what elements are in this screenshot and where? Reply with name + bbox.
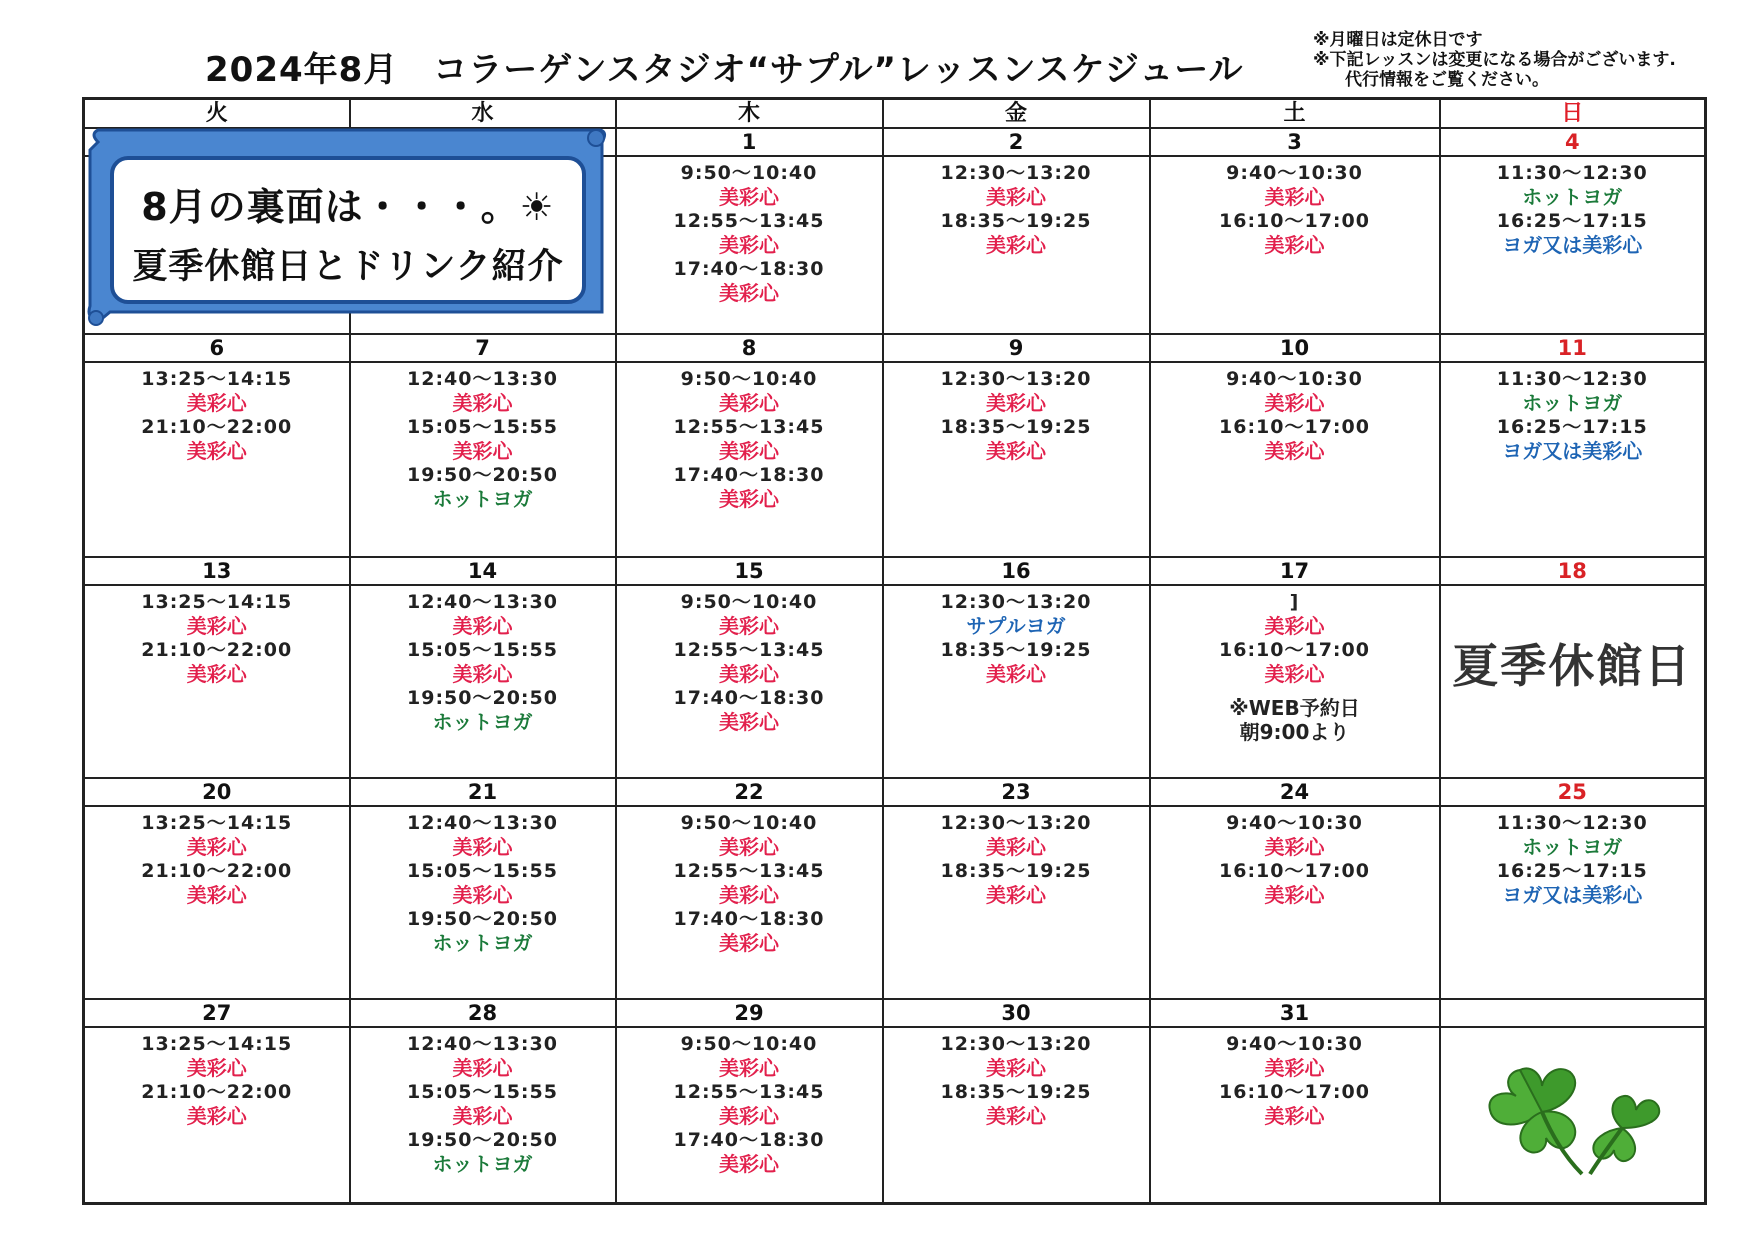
day-number: 21 xyxy=(350,778,616,806)
banner-panel xyxy=(110,156,586,304)
lesson-name: 美彩心 xyxy=(1264,1104,1325,1128)
day-number: 25 xyxy=(1440,778,1706,806)
day-cell xyxy=(616,806,883,999)
day-cell xyxy=(883,156,1150,334)
day-number: 22 xyxy=(616,778,883,806)
day-number: 1 xyxy=(616,128,883,156)
day-cell xyxy=(350,806,616,999)
lesson-time: 15:05〜15:55 xyxy=(407,1081,558,1103)
lesson-time: 9:40〜10:30 xyxy=(1226,812,1363,834)
lesson-name: 美彩心 xyxy=(986,233,1046,257)
lesson-name: ホットヨガ xyxy=(432,710,533,734)
day-number: 2 xyxy=(883,128,1150,156)
day-number: 3 xyxy=(1150,128,1440,156)
lesson-time: 9:50〜10:40 xyxy=(680,812,818,834)
day-cell xyxy=(1150,156,1440,334)
day-number: 20 xyxy=(84,778,350,806)
lesson-time: 19:50〜20:50 xyxy=(407,687,558,709)
day-cell xyxy=(1150,806,1440,999)
lesson-time: 11:30〜12:30 xyxy=(1496,812,1648,834)
lesson-name: 美彩心 xyxy=(986,439,1046,463)
lesson-time: 17:40〜18:30 xyxy=(673,687,825,709)
day-number: 30 xyxy=(883,999,1150,1027)
lesson-time: 9:40〜10:30 xyxy=(1226,368,1363,390)
lesson-time: 15:05〜15:55 xyxy=(407,860,558,882)
lesson-time: 21:10〜22:00 xyxy=(141,860,293,882)
day-cell xyxy=(616,362,883,557)
day-cell xyxy=(1440,585,1706,778)
schedule-row xyxy=(84,585,1706,778)
day-cell xyxy=(883,362,1150,557)
lesson-time: 11:30〜12:30 xyxy=(1496,162,1648,184)
lesson-name: 美彩心 xyxy=(452,1104,513,1128)
lesson-time: 12:55〜13:45 xyxy=(673,210,825,232)
date-number-row xyxy=(84,999,1706,1027)
lesson-name: ホットヨガ xyxy=(1522,391,1623,415)
banner-line-2: 夏季休館日とドリンク紹介 xyxy=(132,247,564,287)
weekday-wed: 水 xyxy=(350,99,616,129)
schedule-row xyxy=(84,806,1706,999)
day-cell xyxy=(1440,1027,1706,1204)
day-number: 18 xyxy=(1440,557,1706,585)
lesson-name: 美彩心 xyxy=(1264,439,1325,463)
lesson-time: 16:25〜17:15 xyxy=(1496,416,1648,438)
lesson-time: 16:25〜17:15 xyxy=(1496,860,1648,882)
day-number: 15 xyxy=(616,557,883,585)
lesson-time: 17:40〜18:30 xyxy=(673,1129,825,1151)
day-cell xyxy=(84,806,350,999)
day-cell xyxy=(84,585,350,778)
day-number xyxy=(1440,999,1706,1027)
lesson-time: 12:40〜13:30 xyxy=(407,812,558,834)
lesson-time: 12:55〜13:45 xyxy=(673,860,825,882)
day-cell xyxy=(616,156,883,334)
lesson-name: ホットヨガ xyxy=(432,487,533,511)
day-number: 9 xyxy=(883,334,1150,362)
weekday-tue: 火 xyxy=(84,99,350,129)
lesson-name: 美彩心 xyxy=(719,835,779,859)
date-number-row xyxy=(84,334,1706,362)
lesson-name: 美彩心 xyxy=(986,185,1046,209)
lesson-name: 美彩心 xyxy=(719,614,779,638)
lesson-name: ホットヨガ xyxy=(432,931,533,955)
lesson-name: 美彩心 xyxy=(186,1056,247,1080)
lesson-time: 17:40〜18:30 xyxy=(673,464,825,486)
weekday-sat: 土 xyxy=(1150,99,1440,129)
lesson-time: 12:30〜13:20 xyxy=(940,368,1092,390)
lesson-name: ホットヨガ xyxy=(1522,185,1623,209)
day-cell xyxy=(350,1027,616,1204)
back-page-banner xyxy=(80,122,610,332)
lesson-name: 美彩心 xyxy=(1264,835,1325,859)
lesson-name: 美彩心 xyxy=(719,662,779,686)
lesson-name: 美彩心 xyxy=(452,439,513,463)
lesson-time: 9:40〜10:30 xyxy=(1226,1033,1363,1055)
lesson-time: 9:50〜10:40 xyxy=(680,1033,818,1055)
schedule-note: ※WEB予約日 xyxy=(1229,696,1360,720)
schedule-row xyxy=(84,362,1706,557)
lesson-time: 13:25〜14:15 xyxy=(141,368,293,390)
lesson-name: 美彩心 xyxy=(452,391,513,415)
lesson-name: サプルヨガ xyxy=(966,614,1066,638)
lesson-time: 12:55〜13:45 xyxy=(673,1081,825,1103)
lesson-name: 美彩心 xyxy=(986,1104,1046,1128)
day-number: 23 xyxy=(883,778,1150,806)
lesson-time: 17:40〜18:30 xyxy=(673,908,825,930)
lesson-name: 美彩心 xyxy=(719,883,779,907)
day-cell xyxy=(350,585,616,778)
lesson-name: 美彩心 xyxy=(186,614,247,638)
day-number: 8 xyxy=(616,334,883,362)
day-cell xyxy=(616,1027,883,1204)
lesson-name: 美彩心 xyxy=(719,1056,779,1080)
lesson-name: ヨガ又は美彩心 xyxy=(1502,439,1643,463)
day-number: 6 xyxy=(84,334,350,362)
date-number-row xyxy=(84,778,1706,806)
notes xyxy=(1313,30,1676,90)
lesson-name: 美彩心 xyxy=(186,439,247,463)
lesson-time: 21:10〜22:00 xyxy=(141,639,293,661)
lesson-time: 12:40〜13:30 xyxy=(407,368,558,390)
lesson-time: ] xyxy=(1289,591,1300,613)
day-cell xyxy=(1150,362,1440,557)
weekday-fri: 金 xyxy=(883,99,1150,129)
lesson-time: 15:05〜15:55 xyxy=(407,416,558,438)
lesson-time: 19:50〜20:50 xyxy=(407,908,558,930)
banner-line-1: 8月の裏面は・・・。☀ xyxy=(141,185,555,229)
day-number: 17 xyxy=(1150,557,1440,585)
lesson-name: 美彩心 xyxy=(719,931,779,955)
lesson-time: 12:30〜13:20 xyxy=(940,162,1092,184)
lesson-time: 18:35〜19:25 xyxy=(940,416,1092,438)
day-cell xyxy=(1150,1027,1440,1204)
lesson-time: 9:40〜10:30 xyxy=(1226,162,1363,184)
lesson-name: 美彩心 xyxy=(986,662,1046,686)
day-number: 7 xyxy=(350,334,616,362)
lesson-time: 18:35〜19:25 xyxy=(940,1081,1092,1103)
lesson-time: 16:10〜17:00 xyxy=(1219,416,1370,438)
day-cell xyxy=(1150,585,1440,778)
lesson-name: 美彩心 xyxy=(1264,614,1325,638)
lesson-name: 美彩心 xyxy=(452,1056,513,1080)
day-cell xyxy=(616,585,883,778)
lesson-time: 18:35〜19:25 xyxy=(940,860,1092,882)
lesson-name: 美彩心 xyxy=(1264,185,1325,209)
day-cell xyxy=(350,362,616,557)
clover-icon xyxy=(1472,1050,1672,1180)
lesson-time: 12:40〜13:30 xyxy=(407,591,558,613)
lesson-name: 美彩心 xyxy=(719,710,779,734)
day-cell xyxy=(1440,806,1706,999)
lesson-name: 美彩心 xyxy=(186,883,247,907)
lesson-name: 美彩心 xyxy=(186,391,247,415)
weekday-thu: 木 xyxy=(616,99,883,129)
lesson-name: 美彩心 xyxy=(186,835,247,859)
lesson-name: 美彩心 xyxy=(719,487,779,511)
lesson-name: 美彩心 xyxy=(986,1056,1046,1080)
lesson-name: 美彩心 xyxy=(719,185,779,209)
lesson-time: 9:50〜10:40 xyxy=(680,591,818,613)
lesson-time: 12:55〜13:45 xyxy=(673,639,825,661)
date-number-row xyxy=(84,557,1706,585)
lesson-time: 12:40〜13:30 xyxy=(407,1033,558,1055)
lesson-name: 美彩心 xyxy=(452,835,513,859)
lesson-time: 12:30〜13:20 xyxy=(940,812,1092,834)
lesson-name: 美彩心 xyxy=(986,835,1046,859)
lesson-name: 美彩心 xyxy=(719,1104,779,1128)
lesson-name: 美彩心 xyxy=(719,439,779,463)
lesson-name: 美彩心 xyxy=(719,233,779,257)
day-cell xyxy=(883,1027,1150,1204)
day-number: 4 xyxy=(1440,128,1706,156)
lesson-time: 16:10〜17:00 xyxy=(1219,639,1370,661)
day-number: 24 xyxy=(1150,778,1440,806)
day-number: 31 xyxy=(1150,999,1440,1027)
note-substitute-info: 代行情報をご覧ください。 xyxy=(1345,70,1549,90)
lesson-time: 12:30〜13:20 xyxy=(940,591,1092,613)
lesson-time: 9:50〜10:40 xyxy=(680,368,818,390)
lesson-name: 美彩心 xyxy=(452,614,513,638)
day-number: 13 xyxy=(84,557,350,585)
lesson-time: 13:25〜14:15 xyxy=(141,591,293,613)
lesson-time: 16:10〜17:00 xyxy=(1219,210,1370,232)
lesson-name: 美彩心 xyxy=(452,662,513,686)
lesson-name: 美彩心 xyxy=(186,662,247,686)
lesson-name: 美彩心 xyxy=(1264,662,1325,686)
note-schedule-change: ※下記レッスンは変更になる場合がございます. xyxy=(1313,50,1676,70)
lesson-time: 16:10〜17:00 xyxy=(1219,1081,1370,1103)
day-cell xyxy=(84,1027,350,1204)
day-cell xyxy=(883,806,1150,999)
day-cell xyxy=(84,362,350,557)
lesson-name: 美彩心 xyxy=(1264,883,1325,907)
spacer xyxy=(1151,686,1439,696)
lesson-time: 19:50〜20:50 xyxy=(407,464,558,486)
day-number: 14 xyxy=(350,557,616,585)
lesson-name: 美彩心 xyxy=(719,391,779,415)
lesson-name: 美彩心 xyxy=(986,391,1046,415)
lesson-name: 美彩心 xyxy=(1264,233,1325,257)
lesson-time: 13:25〜14:15 xyxy=(141,1033,293,1055)
day-number: 16 xyxy=(883,557,1150,585)
day-number: 28 xyxy=(350,999,616,1027)
day-number: 10 xyxy=(1150,334,1440,362)
lesson-time: 13:25〜14:15 xyxy=(141,812,293,834)
lesson-time: 21:10〜22:00 xyxy=(141,1081,293,1103)
schedule-row xyxy=(84,1027,1706,1204)
lesson-name: ホットヨガ xyxy=(432,1152,533,1176)
lesson-name: 美彩心 xyxy=(186,1104,247,1128)
lesson-time: 17:40〜18:30 xyxy=(673,258,825,280)
lesson-time: 16:25〜17:15 xyxy=(1496,210,1648,232)
lesson-name: ヨガ又は美彩心 xyxy=(1502,233,1643,257)
lesson-time: 9:50〜10:40 xyxy=(680,162,818,184)
lesson-name: 美彩心 xyxy=(719,281,779,305)
day-number: 27 xyxy=(84,999,350,1027)
lesson-time: 18:35〜19:25 xyxy=(940,210,1092,232)
lesson-time: 16:10〜17:00 xyxy=(1219,860,1370,882)
lesson-name: 美彩心 xyxy=(1264,391,1325,415)
lesson-name: 美彩心 xyxy=(1264,1056,1325,1080)
day-cell xyxy=(883,585,1150,778)
lesson-name: 美彩心 xyxy=(719,1152,779,1176)
schedule-note: 朝9:00より xyxy=(1239,720,1350,744)
lesson-name: ホットヨガ xyxy=(1522,835,1623,859)
lesson-time: 12:30〜13:20 xyxy=(940,1033,1092,1055)
lesson-name: 美彩心 xyxy=(452,883,513,907)
lesson-time: 15:05〜15:55 xyxy=(407,639,558,661)
day-cell xyxy=(1440,362,1706,557)
page-title: 2024年8月 コラーゲンスタジオ“サプル”レッスンスケジュール xyxy=(205,50,1244,90)
day-cell xyxy=(1440,156,1706,334)
weekday-sun: 日 xyxy=(1440,99,1706,129)
closed-day-label: 夏季休館日 xyxy=(1452,639,1693,693)
lesson-time: 11:30〜12:30 xyxy=(1496,368,1648,390)
lesson-time: 21:10〜22:00 xyxy=(141,416,293,438)
day-number: 11 xyxy=(1440,334,1706,362)
lesson-time: 12:55〜13:45 xyxy=(673,416,825,438)
lesson-name: ヨガ又は美彩心 xyxy=(1502,883,1643,907)
note-closed-monday: ※月曜日は定休日です xyxy=(1313,30,1483,50)
lesson-name: 美彩心 xyxy=(986,883,1046,907)
lesson-time: 19:50〜20:50 xyxy=(407,1129,558,1151)
lesson-time: 18:35〜19:25 xyxy=(940,639,1092,661)
day-number: 29 xyxy=(616,999,883,1027)
